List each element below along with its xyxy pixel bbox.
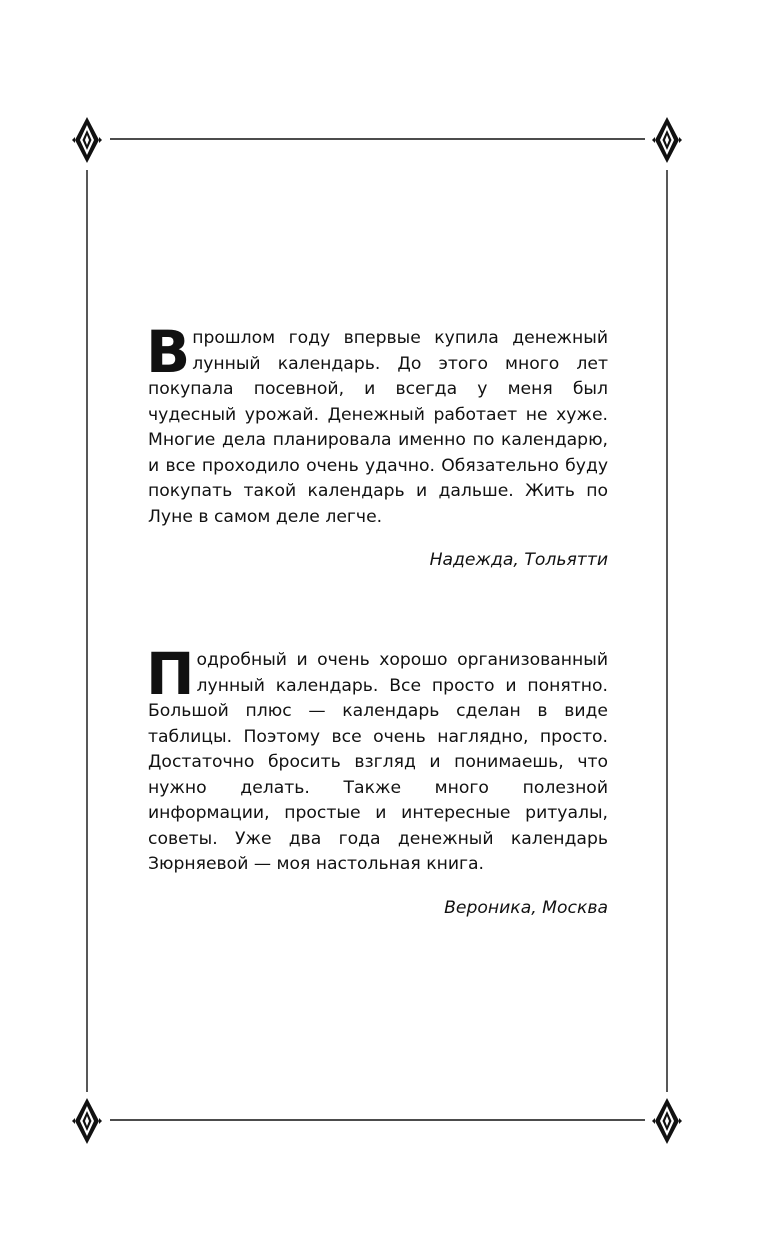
frame-lines bbox=[87, 139, 667, 1120]
diamond-ornament-icon bbox=[652, 117, 682, 163]
review-text bbox=[146, 640, 608, 878]
review-text bbox=[146, 318, 608, 530]
review-block bbox=[146, 318, 608, 572]
diamond-ornament-icon bbox=[652, 1098, 682, 1144]
review-body: одробный и очень хорошо организованный лунный календарь. Все просто и понятно. Большой плюс — календарь сделан в виде таблицы. Поэтому все очень наглядно, просто. Достаточно бросить взгляд и понимаешь, что нужно делать. Также много полезной информации, простые и интересные ритуалы, советы. Уже два года денежный календарь Зюрняевой — моя настольная книга. bbox=[148, 650, 608, 874]
review-author: Надежда, Тольятти bbox=[429, 550, 608, 570]
drop-cap: П bbox=[146, 640, 195, 708]
diamond-ornament-icon bbox=[72, 117, 102, 163]
review-author: Вероника, Москва bbox=[444, 897, 608, 918]
review-body: прошлом году впервые купила денежный лунный календарь. До этого много лет покупала посевной, и всегда у меня был чудесный урожай. Денежный работает не хуже. Многие дела планировала именно по календарю, и все проходило очень удачно. Обязательно буду покупать такой календарь и дальше. Жить по Луне в самом деле легче. bbox=[148, 328, 608, 527]
diamond-ornament-icon bbox=[72, 1098, 102, 1144]
drop-cap: В bbox=[146, 318, 191, 386]
review-block bbox=[146, 640, 608, 920]
